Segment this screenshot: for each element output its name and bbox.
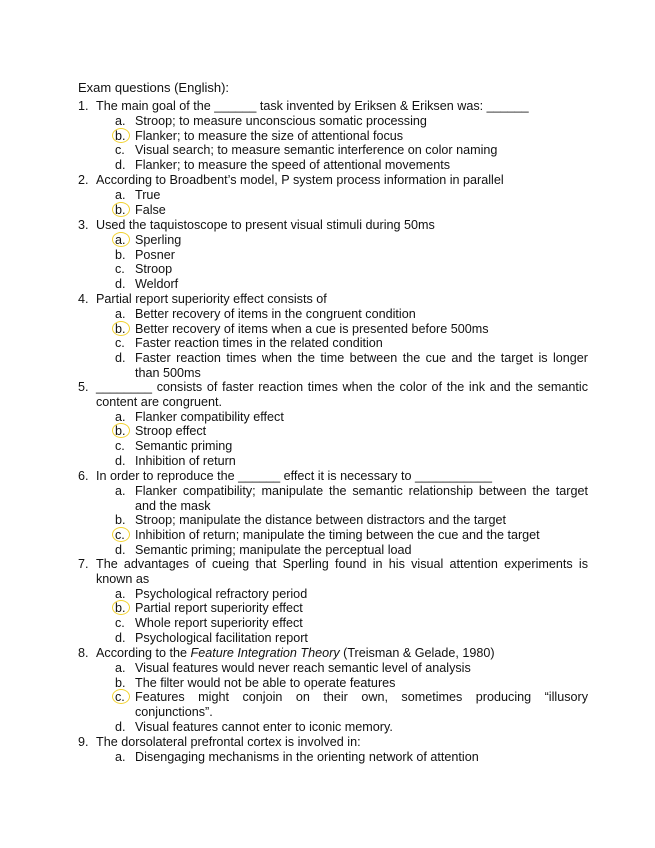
option-letter: b. bbox=[115, 321, 126, 336]
option-list bbox=[78, 750, 588, 765]
option-letter: a. bbox=[115, 483, 126, 498]
option-item bbox=[78, 528, 588, 543]
option-text: Features might conjoin on their own, sometimes producing “illusory conjunctions”. bbox=[135, 690, 588, 720]
option-list bbox=[78, 233, 588, 292]
option-item bbox=[78, 631, 588, 646]
option-letter: c. bbox=[115, 616, 125, 631]
question-3 bbox=[78, 218, 588, 292]
option-letter: b. bbox=[115, 513, 126, 528]
question-text-suffix: (Treisman & Gelade, 1980) bbox=[339, 646, 495, 660]
option-text: Better recovery of items when a cue is presented before 500ms bbox=[135, 321, 489, 336]
option-letter: c. bbox=[115, 439, 125, 454]
question-text-prefix: According to the bbox=[96, 646, 191, 660]
option-letter: a. bbox=[115, 232, 126, 247]
question-text bbox=[96, 646, 588, 661]
option-item bbox=[78, 129, 588, 144]
option-item bbox=[78, 203, 588, 218]
option-letter: a. bbox=[115, 586, 126, 601]
option-item bbox=[78, 454, 588, 469]
option-text: Faster reaction times when the time between the cue and the target is longer than 500ms bbox=[135, 351, 588, 380]
option-item bbox=[78, 587, 588, 602]
option-letter: b. bbox=[115, 202, 126, 217]
option-item bbox=[78, 484, 588, 514]
option-item bbox=[78, 750, 588, 765]
option-letter: d. bbox=[115, 158, 126, 173]
option-letter: a. bbox=[115, 660, 126, 675]
option-letter: b. bbox=[115, 247, 126, 262]
option-letter: d. bbox=[115, 719, 126, 734]
option-text: Visual features would never reach semantic level of analysis bbox=[135, 660, 471, 675]
question-8 bbox=[78, 646, 588, 735]
option-text: Visual search; to measure semantic interference on color naming bbox=[135, 143, 498, 158]
option-letter: d. bbox=[115, 453, 126, 468]
option-letter: a. bbox=[115, 187, 126, 202]
option-text: Weldorf bbox=[135, 277, 179, 292]
option-text: Flanker; to measure the size of attentional focus bbox=[135, 128, 404, 143]
question-number: 6. bbox=[78, 469, 89, 483]
option-text: True bbox=[135, 187, 161, 202]
option-item bbox=[78, 158, 588, 173]
option-text: Stroop effect bbox=[135, 424, 207, 439]
option-letter: a. bbox=[115, 306, 126, 321]
option-text: Disengaging mechanisms in the orienting network of attention bbox=[135, 749, 479, 764]
option-letter: d. bbox=[115, 542, 126, 557]
option-item bbox=[78, 336, 588, 351]
option-text: Stroop; to measure unconscious somatic processing bbox=[135, 113, 427, 128]
option-letter: c. bbox=[115, 690, 125, 705]
option-item bbox=[78, 351, 588, 381]
question-text: The dorsolateral prefrontal cortex is involved in: bbox=[96, 735, 361, 749]
option-text: Inhibition of return; manipulate the timing between the cue and the target bbox=[135, 528, 540, 543]
option-item bbox=[78, 543, 588, 558]
question-7 bbox=[78, 557, 588, 646]
option-list bbox=[78, 484, 588, 558]
question-6 bbox=[78, 469, 588, 558]
option-text: Faster reaction times in the related condition bbox=[135, 336, 383, 351]
option-text: Semantic priming; manipulate the perceptual load bbox=[135, 542, 412, 557]
question-text: According to Broadbent’s model, P system process information in parallel bbox=[96, 173, 504, 187]
option-item bbox=[78, 616, 588, 631]
option-item bbox=[78, 322, 588, 337]
option-list bbox=[78, 661, 588, 735]
option-letter: a. bbox=[115, 113, 126, 128]
option-item bbox=[78, 188, 588, 203]
option-letter: b. bbox=[115, 128, 126, 143]
option-text: Inhibition of return bbox=[135, 453, 236, 468]
option-text: Flanker compatibility effect bbox=[135, 409, 284, 424]
option-text: Posner bbox=[135, 247, 175, 262]
option-text: Psychological refractory period bbox=[135, 586, 308, 601]
option-text: The filter would not be able to operate features bbox=[135, 675, 396, 690]
option-letter: a. bbox=[115, 409, 126, 424]
option-item bbox=[78, 439, 588, 454]
option-letter: a. bbox=[115, 749, 126, 764]
question-text: Partial report superiority effect consists of bbox=[96, 292, 327, 306]
option-letter: c. bbox=[115, 143, 125, 158]
question-2 bbox=[78, 173, 588, 217]
option-letter: b. bbox=[115, 675, 126, 690]
option-item bbox=[78, 690, 588, 720]
option-letter: b. bbox=[115, 424, 126, 439]
option-text: Psychological facilitation report bbox=[135, 630, 308, 645]
option-item bbox=[78, 661, 588, 676]
option-list bbox=[78, 188, 588, 218]
question-text: Used the taquistoscope to present visual stimuli during 50ms bbox=[96, 218, 435, 232]
question-number: 8. bbox=[78, 646, 89, 660]
question-5 bbox=[78, 380, 588, 469]
option-item bbox=[78, 410, 588, 425]
question-number: 3. bbox=[78, 218, 89, 232]
option-text: Partial report superiority effect bbox=[135, 601, 303, 616]
question-number: 1. bbox=[78, 99, 89, 113]
option-item bbox=[78, 277, 588, 292]
option-text: Whole report superiority effect bbox=[135, 616, 303, 631]
option-list bbox=[78, 114, 588, 173]
question-number: 2. bbox=[78, 173, 89, 187]
question-number: 9. bbox=[78, 735, 89, 749]
question-number: 7. bbox=[78, 557, 89, 571]
option-item bbox=[78, 114, 588, 129]
option-text: Stroop; manipulate the distance between distractors and the target bbox=[135, 513, 507, 528]
option-letter: d. bbox=[115, 351, 126, 366]
question-4 bbox=[78, 292, 588, 381]
question-number: 4. bbox=[78, 292, 89, 306]
option-item bbox=[78, 307, 588, 322]
option-item bbox=[78, 513, 588, 528]
option-item bbox=[78, 424, 588, 439]
document-title: Exam questions (English): bbox=[78, 80, 230, 95]
option-letter: c. bbox=[115, 336, 125, 351]
option-text: Sperling bbox=[135, 232, 182, 247]
question-text: The advantages of cueing that Sperling found in his visual attention experiments is known as bbox=[96, 557, 588, 586]
option-list bbox=[78, 587, 588, 646]
option-text: Visual features cannot enter to iconic memory. bbox=[135, 719, 393, 734]
option-item bbox=[78, 720, 588, 735]
option-letter: d. bbox=[115, 630, 126, 645]
option-text: Flanker compatibility; manipulate the semantic relationship between the target and the mask bbox=[135, 483, 588, 513]
question-9 bbox=[78, 735, 588, 765]
option-item bbox=[78, 676, 588, 691]
option-item bbox=[78, 248, 588, 263]
question-text: The main goal of the ______ task invented by Eriksen & Eriksen was: ______ bbox=[96, 99, 529, 113]
option-list bbox=[78, 307, 588, 381]
option-item bbox=[78, 143, 588, 158]
question-text: ________ consists of faster reaction times when the color of the ink and the semantic content are congruent. bbox=[96, 380, 588, 409]
question-text: In order to reproduce the ______ effect it is necessary to ___________ bbox=[96, 469, 493, 483]
option-item bbox=[78, 262, 588, 277]
question-number: 5. bbox=[78, 380, 89, 394]
option-text: Better recovery of items in the congruent condition bbox=[135, 306, 416, 321]
question-1 bbox=[78, 99, 588, 173]
option-item bbox=[78, 601, 588, 616]
option-text: Stroop bbox=[135, 262, 173, 277]
option-item bbox=[78, 233, 588, 248]
option-text: Flanker; to measure the speed of attentional movements bbox=[135, 158, 451, 173]
option-letter: c. bbox=[115, 528, 125, 543]
option-text: False bbox=[135, 202, 166, 217]
option-letter: b. bbox=[115, 601, 126, 616]
option-letter: d. bbox=[115, 277, 126, 292]
option-text: Semantic priming bbox=[135, 439, 233, 454]
question-text-italic: Feature Integration Theory bbox=[190, 646, 340, 660]
option-letter: c. bbox=[115, 262, 125, 277]
option-list bbox=[78, 410, 588, 469]
